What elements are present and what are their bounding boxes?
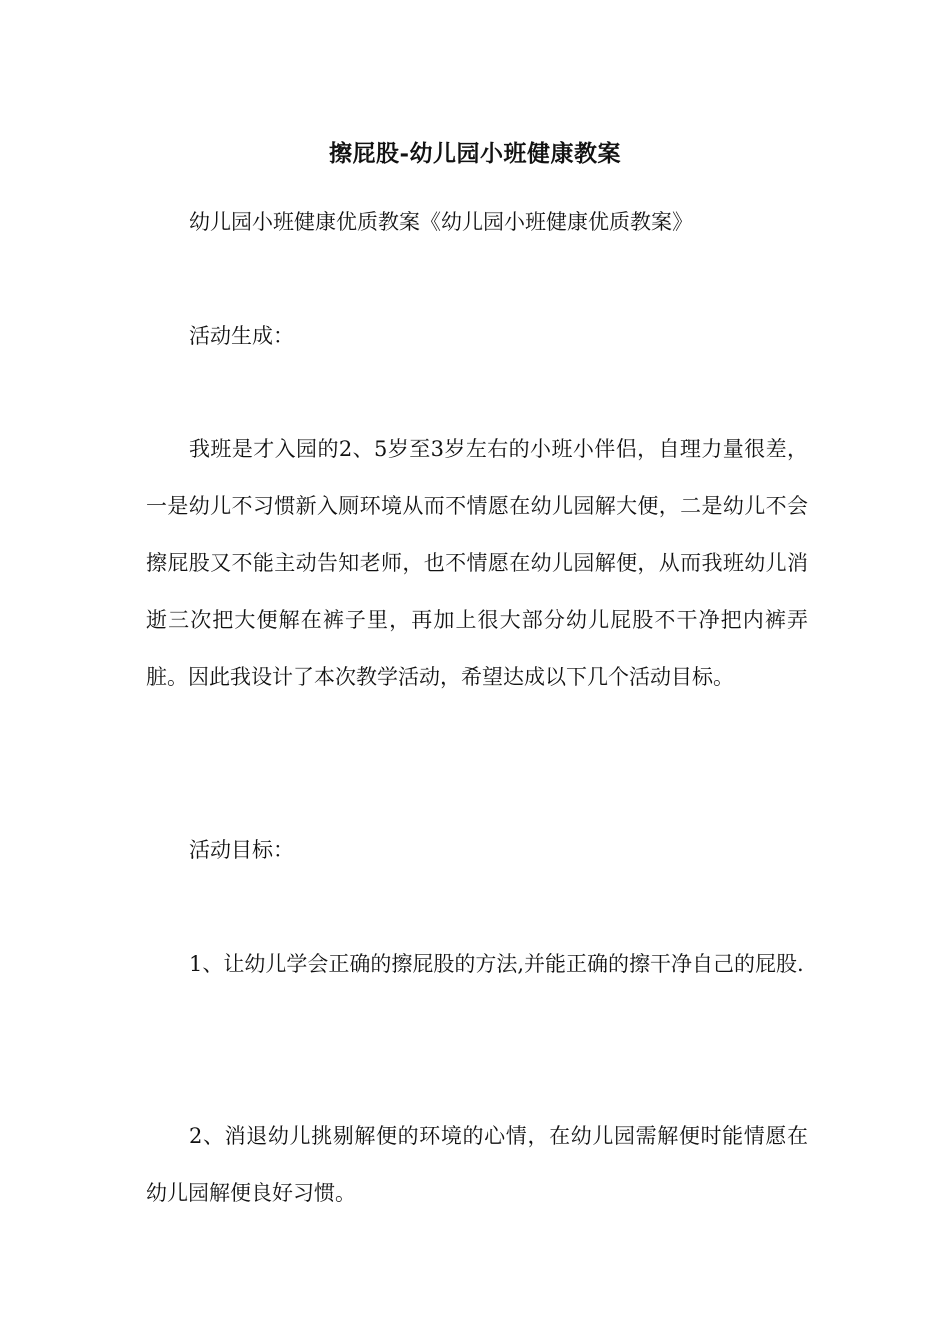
activity-generation-heading: 活动生成： <box>189 324 294 348</box>
intro-paragraph: 幼儿园小班健康优质教案《幼儿园小班健康优质教案》 <box>189 210 693 234</box>
document-title: 擦屁股-幼儿园小班健康教案 <box>328 140 622 167</box>
activity-generation-paragraph: 我班是才入园的2、5岁至3岁左右的小班小伴侣，自理力量很差，一是幼儿不习惯新入厕环境从而不情愿在幼儿园解大便，二是幼儿不会擦屁股又不能主动告知老师，也不情愿在幼儿园解便，从而我班幼儿消逝三次把大便解在裤子里，再加上很大部分幼儿屁股不干净把内裤弄脏。因此我设计了本次教学活动，希望达成以下几个活动目标。 <box>146 437 808 689</box>
activity-goals-heading: 活动目标： <box>189 838 294 862</box>
goal-item-1: 1、让幼儿学会正确的擦屁股的方法,并能正确的擦干净自己的屁股. <box>189 952 804 976</box>
goal-item-2: 2、消退幼儿挑剔解便的环境的心情，在幼儿园需解便时能情愿在幼儿园解便良好习惯。 <box>146 1124 808 1205</box>
